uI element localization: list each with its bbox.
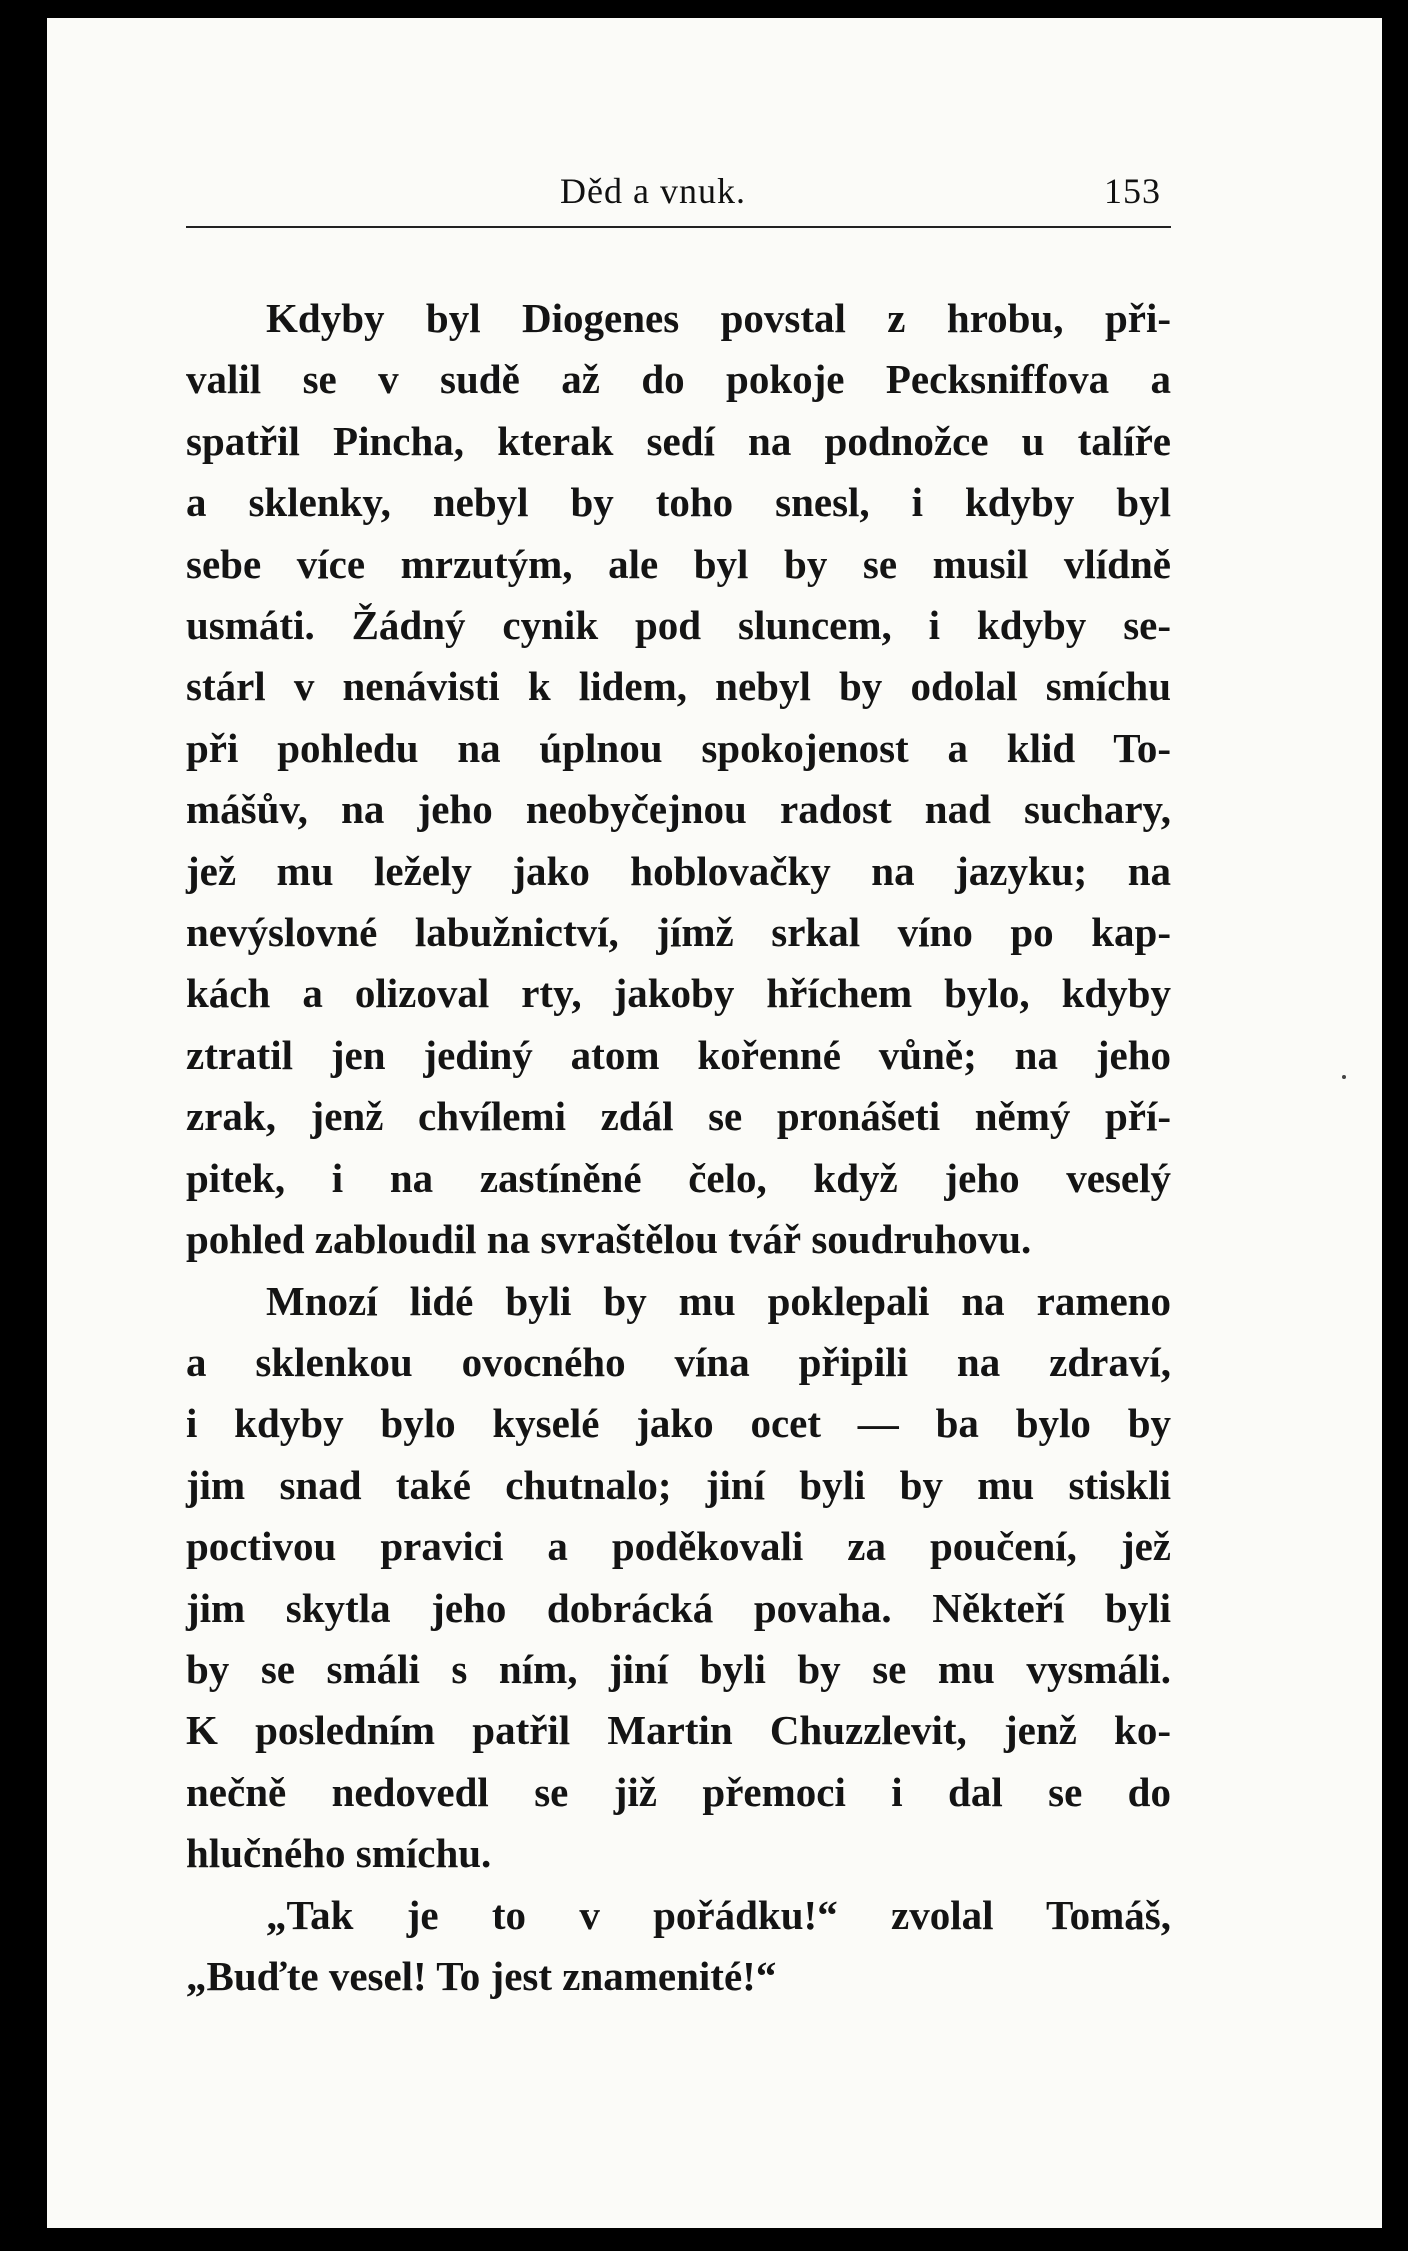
header-rule <box>186 226 1171 228</box>
scan-right-border <box>1382 0 1408 2251</box>
scan-speck <box>1342 1075 1346 1079</box>
text-line: poctivou pravici a poděkovali za poučení, jež <box>186 1523 1171 1570</box>
text-line: by se smáli s ním, jiní byli by se mu vysmáli. <box>186 1645 1171 1692</box>
text-line: při pohledu na úplnou spokojenost a klid To- <box>186 724 1171 771</box>
text-line: jež mu ležely jako hoblovačky na jazyku; na <box>186 847 1171 894</box>
text-line: ztratil jen jediný atom kořenné vůně; na jeho <box>186 1031 1171 1078</box>
text-line: nečně nedovedl se již přemoci i dal se do <box>186 1768 1171 1815</box>
text-line: usmáti. Žádný cynik pod sluncem, i kdyby se- <box>186 602 1171 649</box>
text-line: „Buďte vesel! To jest znamenité!“ <box>186 1952 777 1999</box>
text-line: zrak, jenž chvílemi zdál se pronášeti němý pří- <box>186 1093 1171 1140</box>
text-line: valil se v sudě až do pokoje Pecksniffova a <box>186 356 1171 403</box>
text-line: K posledním patřil Martin Chuzzlevit, jenž ko- <box>186 1707 1171 1754</box>
text-line: mášův, na jeho neobyčejnou radost nad suchary, <box>186 786 1171 833</box>
text-line: kách a olizoval rty, jakoby hříchem bylo, kdyby <box>186 970 1171 1017</box>
text-line: stárl v nenávisti k lidem, nebyl by odolal smíchu <box>186 663 1171 710</box>
text-line: i kdyby bylo kyselé jako ocet — ba bylo by <box>186 1400 1171 1447</box>
body-text <box>186 288 1171 2007</box>
text-line: Kdyby byl Diogenes povstal z hrobu, při- <box>266 295 1171 341</box>
text-line: a sklenkou ovocného vína připili na zdraví, <box>186 1338 1171 1385</box>
text-line: hlučného smíchu. <box>186 1830 492 1877</box>
text-line: Mnozí lidé byli by mu poklepali na rameno <box>266 1277 1171 1324</box>
text-line: spatřil Pincha, kterak sedí na podnožce u talíře <box>186 417 1171 464</box>
scan-left-border <box>0 0 47 2251</box>
chapter-title: Děd a vnuk. <box>560 171 746 211</box>
text-line: nevýslovné labužnictví, jímž srkal víno po kap- <box>186 909 1171 956</box>
running-header <box>186 170 1171 220</box>
text-line: pohled zabloudil na svraštělou tvář soudruhovu. <box>186 1216 1032 1263</box>
text-line: jim snad také chutnalo; jiní byli by mu stiskli <box>186 1461 1171 1508</box>
text-line: „Tak je to v pořádku!“ zvolal Tomáš, <box>266 1891 1171 1938</box>
text-line: a sklenky, nebyl by toho snesl, i kdyby byl <box>186 479 1171 526</box>
page-number: 153 <box>1104 171 1161 211</box>
text-line: sebe více mrzutým, ale byl by se musil vlídně <box>186 540 1171 587</box>
text-line: pitek, i na zastíněné čelo, když jeho veselý <box>186 1154 1171 1201</box>
text-line: jim skytla jeho dobrácká povaha. Někteří byli <box>186 1584 1171 1631</box>
